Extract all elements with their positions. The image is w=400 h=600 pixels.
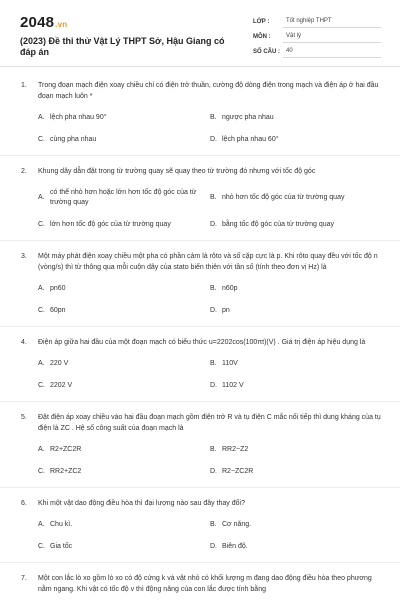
- option-text: pn60: [50, 285, 66, 292]
- header-divider: [0, 66, 400, 67]
- question-number: 7.: [21, 575, 27, 582]
- answer-option[interactable]: [210, 284, 382, 294]
- answer-option[interactable]: [210, 113, 382, 123]
- question-divider: [0, 326, 400, 327]
- answer-option[interactable]: [38, 113, 210, 123]
- option-letter: B.: [210, 446, 217, 453]
- option-text: bằng tốc độ góc của từ trường quay: [222, 221, 335, 228]
- option-text: 110V: [222, 360, 238, 367]
- option-letter: D.: [210, 221, 217, 228]
- exam-meta: [253, 13, 381, 58]
- option-text: pn: [222, 307, 230, 314]
- question-text: Khi một vật dao động điều hòa thì đại lượng nào sau đây thay đổi?: [38, 500, 245, 507]
- question-text: Khung dây dẫn đặt trong từ trường quay sẽ quay theo từ trường đó nhưng với tốc độ góc: [38, 168, 316, 175]
- option-text: lệch pha nhau 90°: [50, 114, 107, 121]
- option-letter: D.: [210, 382, 217, 389]
- meta-label: MÔN :: [253, 34, 271, 40]
- option-text: 60pn: [50, 307, 66, 314]
- answer-option[interactable]: [38, 381, 210, 391]
- answer-options: [38, 284, 382, 316]
- answer-option[interactable]: [210, 467, 382, 477]
- option-letter: D.: [210, 468, 217, 475]
- answer-option[interactable]: [38, 359, 210, 369]
- question-text: Một máy phát điện xoay chiều một pha có phần cảm là rôto và số cặp cực là p. Khi rôto quay đều với tốc độ n (vòng/s) thì từ thông qua mỗi cuộn dây của stato biến thiên với tần số (tính theo đơn vị Hz) là: [38, 253, 378, 271]
- question-item: [0, 498, 400, 552]
- option-letter: C.: [38, 382, 45, 389]
- answer-option[interactable]: [210, 520, 382, 530]
- answer-option[interactable]: [38, 520, 210, 530]
- option-letter: C.: [38, 221, 45, 228]
- option-text: có thể nhỏ hơn hoặc lớn hơn tốc độ góc của từ trường quay: [50, 189, 197, 206]
- question-divider: [0, 155, 400, 156]
- option-text: 2202 V: [50, 382, 73, 389]
- question-text: Đặt điện áp xoay chiều vào hai đầu đoạn mạch gồm điện trở R và tụ điện C mắc nối tiếp thì dung kháng của tụ điện là ZC . Hệ số công suất của đoạn mạch là: [38, 414, 381, 432]
- question-item: [0, 412, 400, 477]
- answer-option[interactable]: [38, 542, 210, 552]
- question-number: 3.: [21, 253, 27, 260]
- option-letter: A.: [38, 360, 45, 367]
- answer-option[interactable]: [210, 188, 382, 208]
- option-letter: D.: [210, 307, 217, 314]
- meta-label: LỚP :: [253, 19, 270, 25]
- option-text: ngược pha nhau: [222, 114, 274, 121]
- answer-option[interactable]: [210, 445, 382, 455]
- answer-option[interactable]: [210, 359, 382, 369]
- answer-options: [38, 520, 382, 552]
- question-item: [0, 573, 400, 595]
- question-item: [0, 80, 400, 145]
- question-text: Trong đoạn mạch điện xoay chiều chỉ có điện trở thuần, cường độ dòng điện trong mạch và điện áp ở hai đầu đoạn mạch luôn *: [38, 82, 379, 100]
- question-item: [0, 251, 400, 316]
- page-header: [0, 0, 400, 62]
- option-letter: C.: [38, 468, 45, 475]
- question-divider: [0, 487, 400, 488]
- exam-title: (2023) Đề thi thử Vật Lý THPT Sở, Hậu Giang có đáp án: [20, 36, 225, 57]
- meta-row: [253, 28, 381, 43]
- option-letter: B.: [210, 521, 217, 528]
- question-number: 4.: [21, 339, 27, 346]
- answer-option[interactable]: [210, 542, 382, 552]
- option-letter: B.: [210, 285, 217, 292]
- question-item: [0, 337, 400, 391]
- question-number: 5.: [21, 414, 27, 421]
- answer-option[interactable]: [210, 381, 382, 391]
- option-letter: A.: [38, 285, 45, 292]
- meta-label: SỐ CÂU :: [253, 49, 280, 55]
- question-divider: [0, 401, 400, 402]
- option-text: n60p: [222, 285, 238, 292]
- option-letter: B.: [210, 194, 217, 201]
- option-text: lệch pha nhau 60°: [222, 136, 279, 143]
- option-text: Gia tốc: [50, 543, 73, 550]
- question-item: [0, 166, 400, 230]
- answer-option[interactable]: [38, 135, 210, 145]
- answer-option[interactable]: [210, 306, 382, 316]
- option-letter: B.: [210, 360, 217, 367]
- question-number: 1.: [21, 82, 27, 89]
- option-text: RR2+ZC2: [50, 468, 82, 475]
- option-text: Cơ năng.: [222, 521, 252, 528]
- answer-option[interactable]: [38, 220, 210, 230]
- option-letter: A.: [38, 446, 45, 453]
- site-logo[interactable]: [20, 14, 67, 31]
- answer-option[interactable]: [38, 467, 210, 477]
- option-letter: B.: [210, 114, 217, 121]
- answer-options: [38, 188, 382, 230]
- question-number: 6.: [21, 500, 27, 507]
- option-letter: C.: [38, 307, 45, 314]
- option-letter: A.: [38, 194, 45, 201]
- option-text: nhỏ hơn tốc độ góc của từ trường quay: [222, 194, 345, 201]
- option-letter: A.: [38, 114, 45, 121]
- option-letter: C.: [38, 136, 45, 143]
- meta-row: [253, 13, 381, 28]
- option-text: lớn hơn tốc độ góc của từ trường quay: [50, 221, 171, 228]
- answer-option[interactable]: [210, 135, 382, 145]
- option-text: RR2−Z2: [222, 446, 249, 453]
- question-text: Điện áp giữa hai đầu của một đoạn mạch có biểu thức u=2202cos(100πt)(V) . Giá trị điện áp hiệu dụng là: [38, 339, 366, 346]
- option-text: 1102 V: [222, 382, 244, 389]
- option-text: R2−ZC2R: [222, 468, 254, 475]
- answer-options: [38, 113, 382, 145]
- logo-text: 2048: [20, 14, 55, 31]
- option-text: cùng pha nhau: [50, 136, 97, 143]
- option-text: R2+ZC2R: [50, 446, 82, 453]
- question-text: Một con lắc lò xo gồm lò xo có độ cứng k và vật nhỏ có khối lượng m đang dao động điều hòa theo phương nằm ngang. Khi vật có tốc độ v thì động năng của con lắc được tính bằng: [38, 575, 372, 593]
- meta-value: 40: [283, 48, 381, 58]
- answer-option[interactable]: [38, 284, 210, 294]
- option-letter: A.: [38, 521, 45, 528]
- question-divider: [0, 240, 400, 241]
- answer-option[interactable]: [38, 306, 210, 316]
- option-text: Chu kì.: [50, 521, 73, 528]
- option-letter: D.: [210, 543, 217, 550]
- logo-suffix: .vn: [55, 20, 68, 29]
- option-text: Biên độ.: [222, 543, 248, 550]
- option-letter: D.: [210, 136, 217, 143]
- option-text: 220 V: [50, 360, 69, 367]
- option-letter: C.: [38, 543, 45, 550]
- answer-option[interactable]: [210, 220, 382, 230]
- question-list: [0, 80, 400, 595]
- answer-options: [38, 445, 382, 477]
- question-number: 2.: [21, 168, 27, 175]
- meta-row: [253, 43, 381, 58]
- meta-value: Tốt nghiệp THPT: [283, 18, 381, 28]
- answer-option[interactable]: [38, 445, 210, 455]
- question-divider: [0, 562, 400, 563]
- answer-option[interactable]: [38, 188, 210, 208]
- answer-options: [38, 359, 382, 391]
- meta-value: Vật lý: [283, 33, 381, 43]
